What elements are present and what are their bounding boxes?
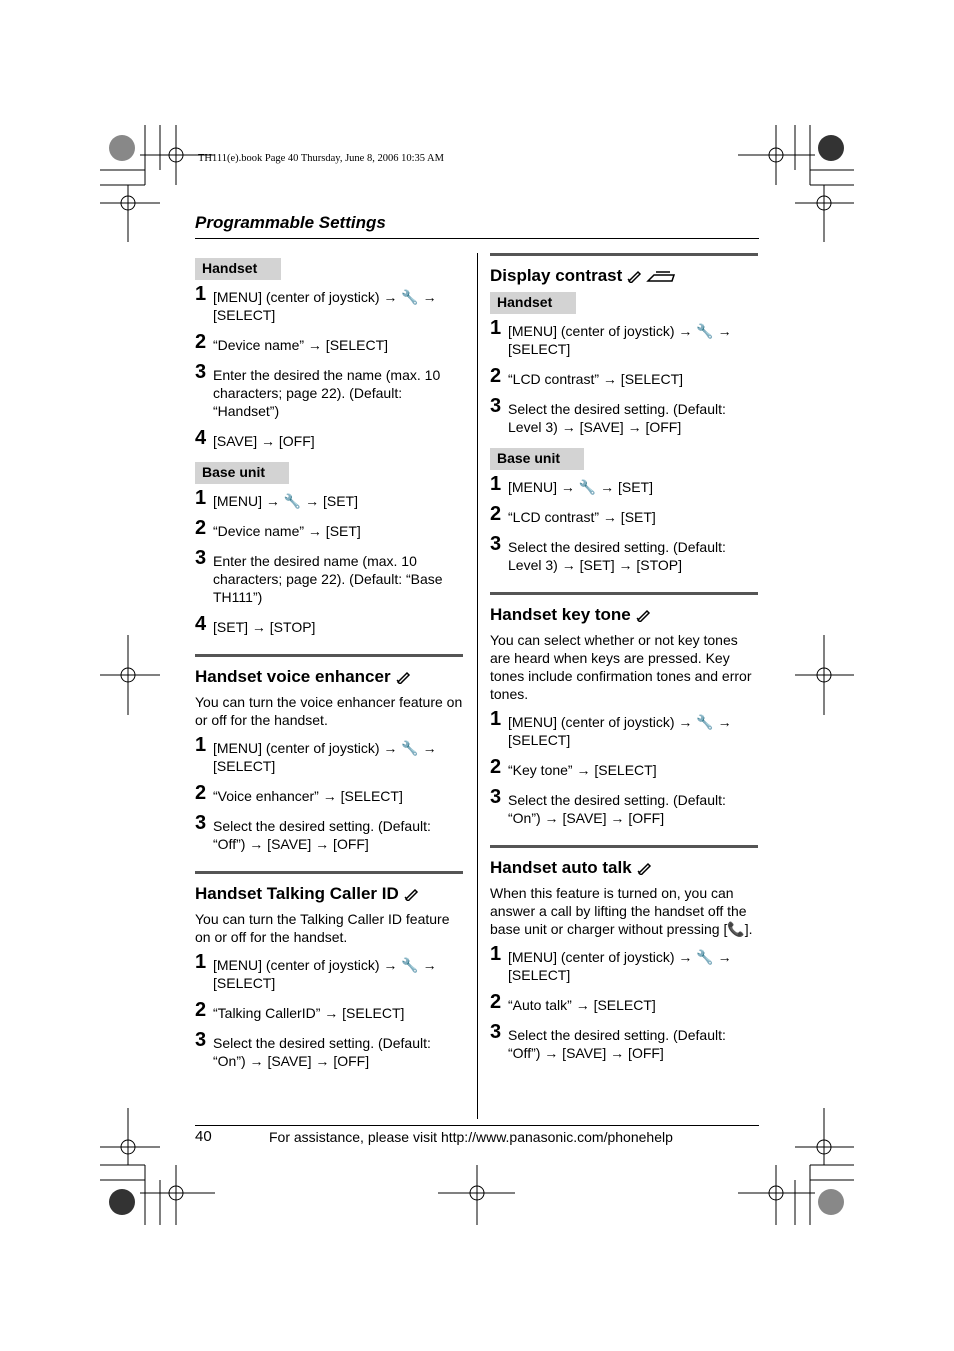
step-number: 1 (490, 317, 502, 339)
feature-title (195, 884, 463, 904)
feature-title (490, 605, 758, 625)
step-number: 2 (195, 999, 207, 1021)
step-number: 1 (195, 734, 207, 756)
step-number: 2 (490, 503, 502, 525)
feature-description: You can select whether or not key tones are heard when keys are pressed. Key tones include confirmation tones and error tones. (490, 632, 752, 702)
step (195, 283, 463, 324)
feature-title-text: Handset key tone (490, 605, 631, 624)
step-text: [MENU] (center of joystick) → 🔧 → [SELECT] (508, 323, 732, 357)
base-unit-icon (646, 269, 676, 283)
step (490, 786, 758, 827)
step-number: 3 (195, 812, 207, 834)
step (490, 503, 758, 526)
step-text: “LCD contrast” → [SELECT] (508, 371, 684, 387)
step-number: 3 (195, 547, 207, 569)
feature-title-text: Handset auto talk (490, 858, 632, 877)
step-text: Select the desired setting. (Default: “Off”) → [SAVE] → [OFF] (213, 818, 431, 852)
step (195, 782, 463, 805)
step-text: [MENU] (center of joystick) → 🔧 → [SELECT] (213, 740, 437, 774)
step-text: Enter the desired the name (max. 10 characters; page 22). (Default: “Handset”) (213, 367, 441, 419)
step (490, 365, 758, 388)
handset-steps (195, 283, 463, 450)
feature-title-text: Handset Talking Caller ID (195, 884, 399, 903)
voice-enhancer-section (195, 654, 463, 853)
step-text: “Device name” → [SELECT] (213, 337, 389, 353)
step (195, 999, 463, 1022)
step-number: 1 (490, 943, 502, 965)
step-text: [SET] → [STOP] (213, 619, 316, 635)
handset-icon (395, 670, 411, 684)
section-title: Programmable Settings (195, 213, 386, 232)
step-number: 2 (195, 331, 207, 353)
step-number: 1 (490, 708, 502, 730)
step (490, 708, 758, 749)
step-text: [SAVE] → [OFF] (213, 433, 315, 449)
step-number: 2 (490, 756, 502, 778)
step-number: 3 (195, 361, 207, 383)
step-text: Select the desired setting. (Default: Level 3) → [SAVE] → [OFF] (508, 401, 726, 435)
right-column (490, 253, 758, 1074)
step (195, 427, 463, 450)
step (195, 487, 463, 510)
step-text: [MENU] (center of joystick) → 🔧 → [SELECT] (508, 714, 732, 748)
step-number: 1 (490, 473, 502, 495)
step (195, 517, 463, 540)
handset-tag: Handset (195, 258, 281, 280)
step-number: 2 (195, 782, 207, 804)
step-text: [MENU] (center of joystick) → 🔧 → [SELECT] (213, 289, 437, 323)
footer-assistance-text: For assistance, please visit http://www.panasonic.com/phonehelp (269, 1129, 673, 1145)
step (195, 547, 463, 606)
step-text: Select the desired setting. (Default: “Off”) → [SAVE] → [OFF] (508, 1027, 726, 1061)
step (490, 395, 758, 436)
step-number: 1 (195, 951, 207, 973)
step-number: 2 (490, 365, 502, 387)
step-number: 4 (195, 427, 207, 449)
talking-caller-id-section (195, 871, 463, 1070)
base-unit-tag: Base unit (490, 448, 584, 470)
step (195, 951, 463, 992)
handset-icon (403, 887, 419, 901)
step-text: Select the desired setting. (Default: “On”) → [SAVE] → [OFF] (213, 1035, 431, 1069)
step-text: “Key tone” → [SELECT] (508, 762, 657, 778)
step-text: [MENU] (center of joystick) → 🔧 → [SELECT] (508, 949, 732, 983)
step (195, 812, 463, 853)
feature-title-text: Handset voice enhancer (195, 667, 391, 686)
left-column (195, 258, 463, 1082)
step (490, 756, 758, 779)
step-text: “Talking CallerID” → [SELECT] (213, 1005, 405, 1021)
step-text: Select the desired setting. (Default: “On”) → [SAVE] → [OFF] (508, 792, 726, 826)
step-number: 3 (195, 1029, 207, 1051)
step-number: 2 (490, 991, 502, 1013)
print-header: TH111(e).book Page 40 Thursday, June 8, 2006 10:35 AM (198, 153, 444, 164)
handset-icon (635, 608, 651, 622)
step-number: 1 (195, 283, 207, 305)
step-text: “LCD contrast” → [SET] (508, 509, 656, 525)
step (195, 361, 463, 420)
step (490, 473, 758, 496)
auto-talk-section (490, 845, 758, 1062)
step-number: 3 (490, 786, 502, 808)
step-number: 3 (490, 395, 502, 417)
step (490, 991, 758, 1014)
footer-rule (195, 1125, 759, 1126)
handset-tag: Handset (490, 292, 576, 314)
key-tone-section (490, 592, 758, 827)
column-divider (477, 253, 478, 1119)
feature-title (490, 266, 758, 286)
step (195, 613, 463, 636)
title-rule (195, 238, 759, 239)
feature-description: When this feature is turned on, you can answer a call by lifting the handset off the base unit or charger without pressing [📞]. (490, 885, 753, 937)
feature-title (195, 667, 463, 687)
step-text: [MENU] → 🔧 → [SET] (213, 493, 358, 509)
display-contrast-section (490, 253, 758, 574)
step-text: [MENU] (center of joystick) → 🔧 → [SELECT] (213, 957, 437, 991)
feature-description: You can turn the voice enhancer feature on or off for the handset. (195, 694, 463, 728)
step-number: 3 (490, 1021, 502, 1043)
feature-title-text: Display contrast (490, 266, 623, 285)
step-text: “Auto talk” → [SELECT] (508, 997, 656, 1013)
step-text: “Voice enhancer” → [SELECT] (213, 788, 403, 804)
step-text: Enter the desired name (max. 10 characters; page 22). (Default: “Base TH111”) (213, 553, 443, 605)
step (490, 1021, 758, 1062)
step (490, 943, 758, 984)
step (490, 533, 758, 574)
step-number: 3 (490, 533, 502, 555)
step (195, 331, 463, 354)
step-number: 2 (195, 517, 207, 539)
step-number: 1 (195, 487, 207, 509)
handset-icon (626, 269, 642, 283)
step (195, 1029, 463, 1070)
base-unit-steps (195, 487, 463, 636)
step-text: “Device name” → [SET] (213, 523, 361, 539)
handset-icon (636, 861, 652, 875)
step-text: Select the desired setting. (Default: Level 3) → [SET] → [STOP] (508, 539, 726, 573)
feature-title (490, 858, 758, 878)
step-text: [MENU] → 🔧 → [SET] (508, 479, 653, 495)
page-number: 40 (195, 1128, 212, 1145)
feature-description: You can turn the Talking Caller ID feature on or off for the handset. (195, 911, 450, 945)
step (195, 734, 463, 775)
step (490, 317, 758, 358)
step-number: 4 (195, 613, 207, 635)
base-unit-tag: Base unit (195, 462, 289, 484)
